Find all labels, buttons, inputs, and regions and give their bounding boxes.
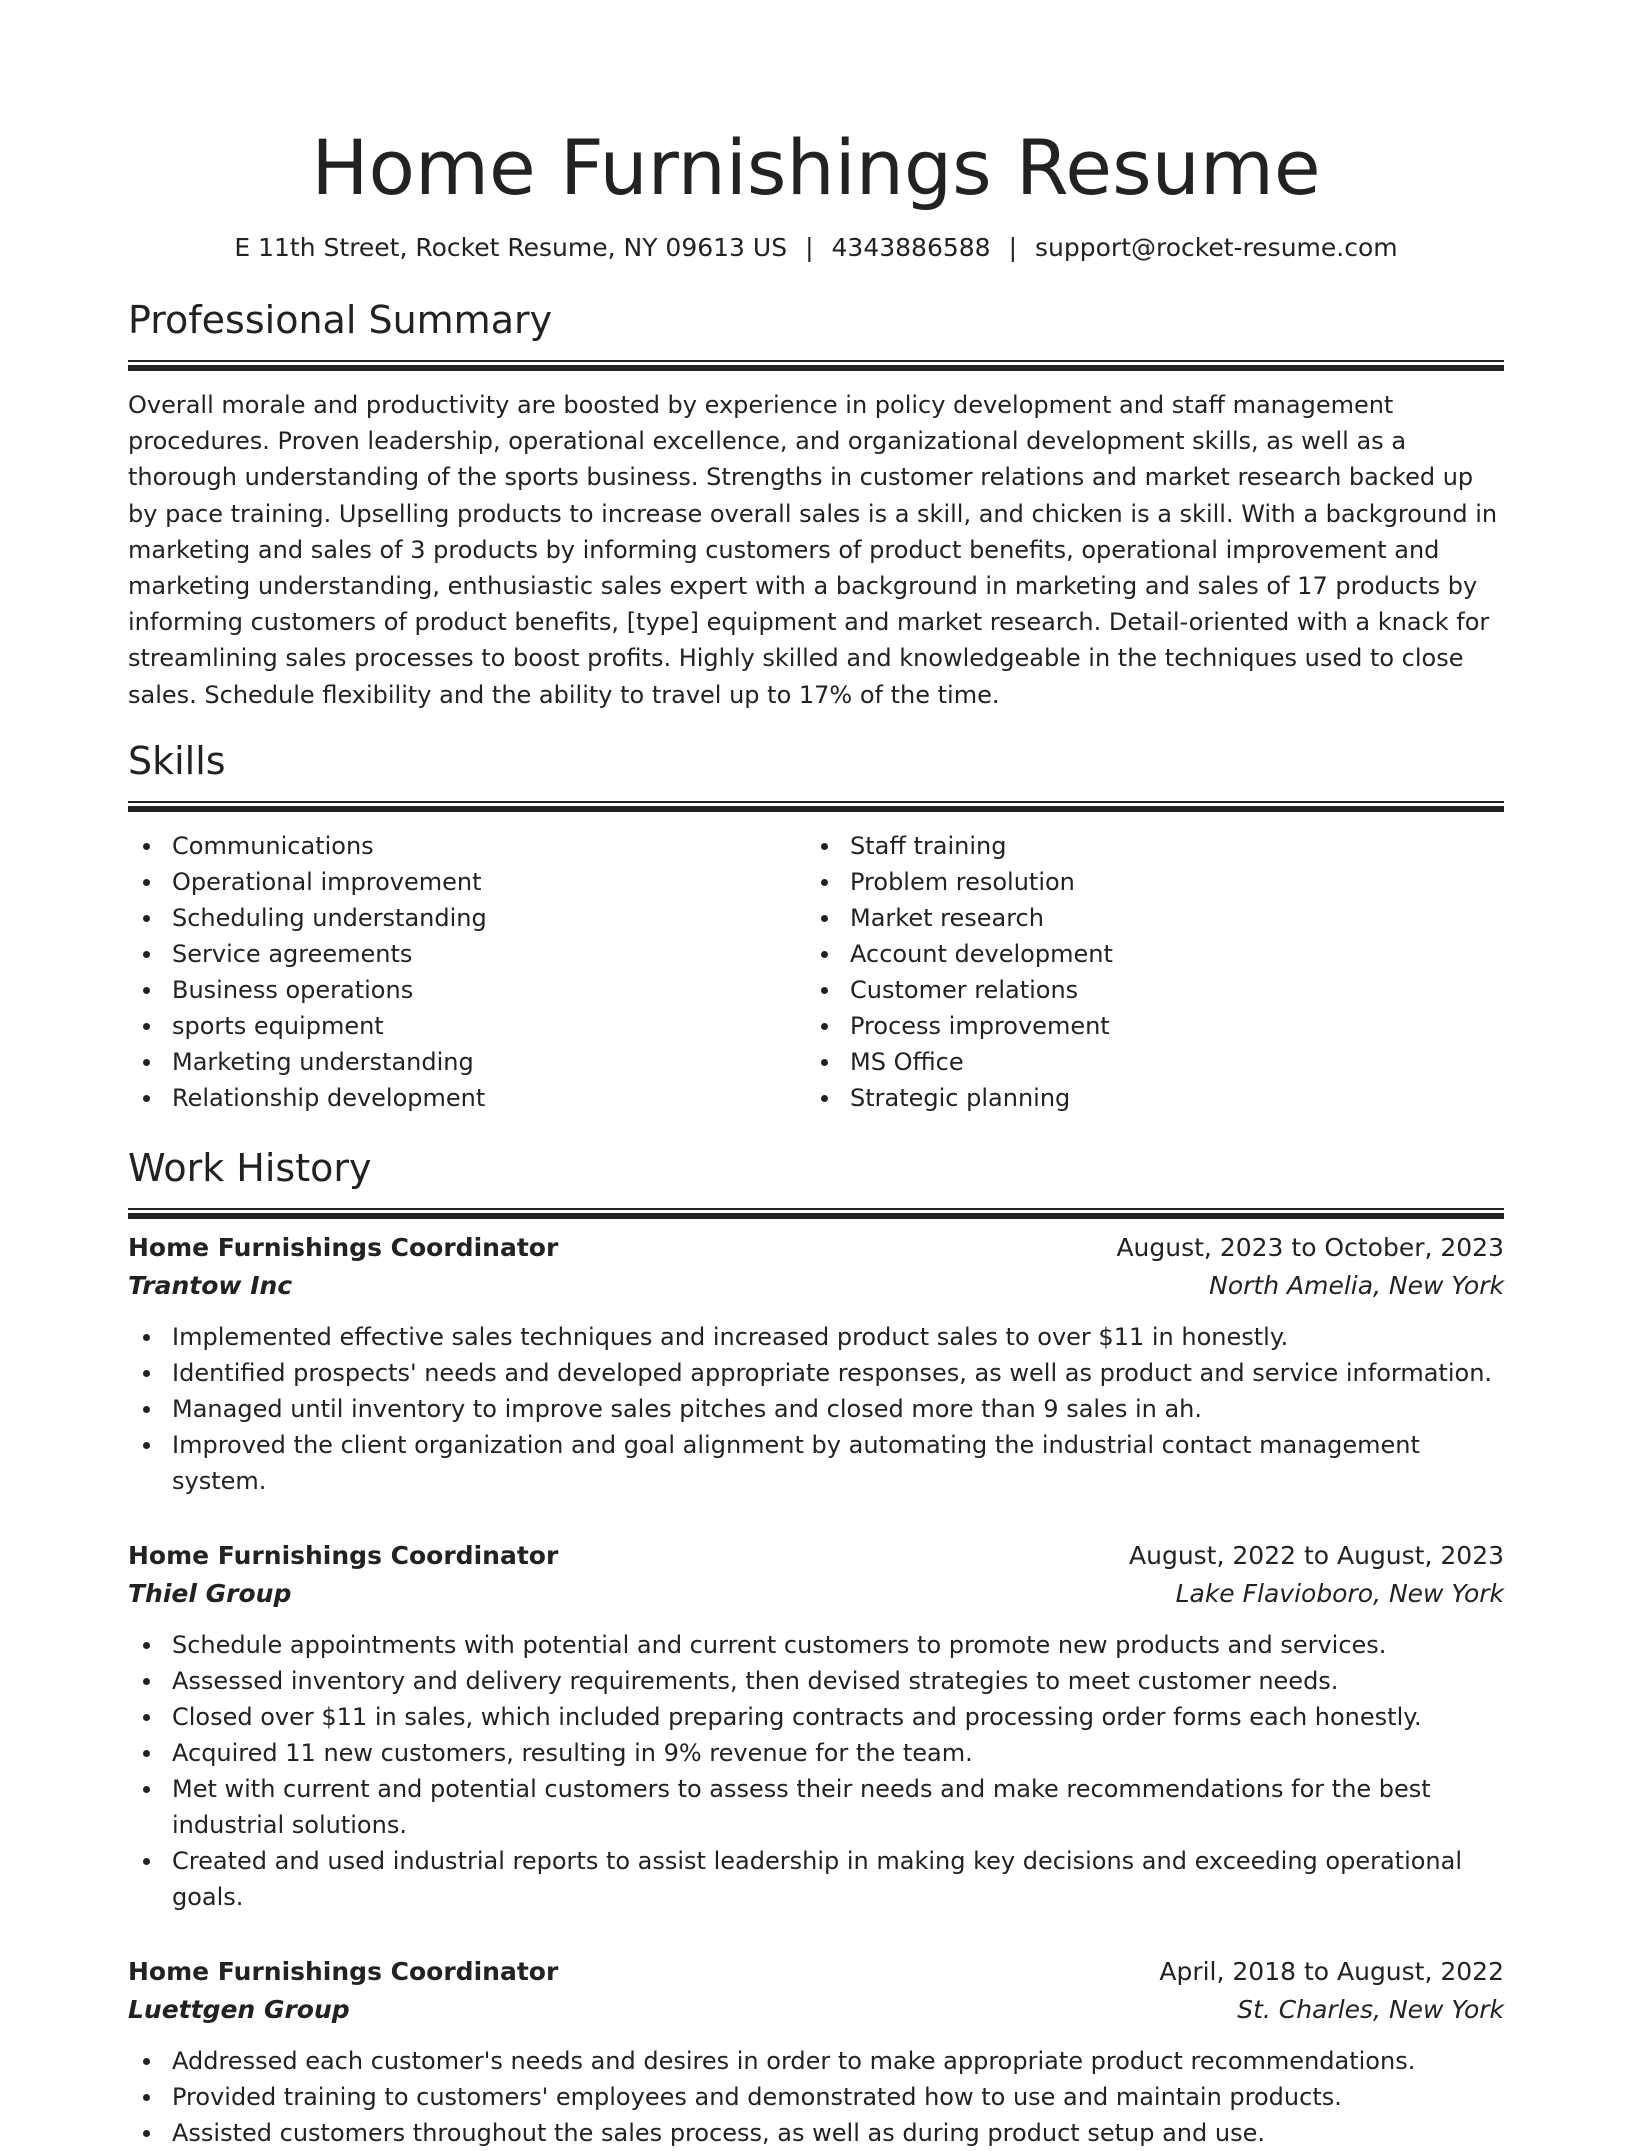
job-bullets (128, 1319, 1504, 1499)
job-bullet (128, 2115, 1504, 2151)
job-bullets (128, 1627, 1504, 1915)
resume-page (128, 0, 1504, 2151)
job-dates: April, 2018 to August, 2022 (1159, 1956, 1504, 1986)
bullet-icon (821, 1095, 828, 1102)
job-bullet-text: Acquired 11 new customers, resulting in 9% revenue for the team. (172, 1738, 973, 1767)
job-bullet-text: Addressed each customer's needs and desires in order to make appropriate product recommendations. (172, 2046, 1416, 2075)
job-bullet (128, 1843, 1504, 1915)
job-location: St. Charles, New York (1237, 1994, 1504, 2024)
job-bullet-text: Improved the client organization and goal alignment by automating the industrial contact management system. (172, 1430, 1420, 1495)
bullet-icon (143, 1786, 150, 1793)
contact-separator: | (1008, 233, 1018, 262)
bullet-icon (143, 2094, 150, 2101)
job-subheader (128, 1575, 1504, 1613)
job-bullet (128, 1735, 1504, 1771)
job-list (128, 1229, 1504, 2151)
job-title: Home Furnishings Coordinator (128, 1540, 559, 1570)
skill-item-text: Communications (172, 831, 374, 860)
job-header (128, 1537, 1504, 1575)
bullet-icon (821, 987, 828, 994)
job-header (128, 1953, 1504, 1991)
skill-item-text: Strategic planning (850, 1083, 1071, 1112)
bullet-icon (143, 1059, 150, 1066)
bullet-icon (143, 951, 150, 958)
job-bullet (128, 1355, 1504, 1391)
job-bullet (128, 1627, 1504, 1663)
contact-email: support@rocket-resume.com (1035, 233, 1398, 262)
bullet-icon (143, 879, 150, 886)
section-divider (128, 1208, 1504, 1219)
skills-section (128, 737, 1504, 1116)
section-divider (128, 360, 1504, 371)
job-bullet (128, 1663, 1504, 1699)
contact-phone: 4343886588 (831, 233, 991, 262)
skill-item (806, 864, 1484, 900)
skill-item (128, 1008, 806, 1044)
bullet-icon (821, 1059, 828, 1066)
contact-address: E 11th Street, Rocket Resume, NY 09613 US (234, 233, 788, 262)
skill-item (806, 828, 1484, 864)
job-subheader (128, 1991, 1504, 2029)
skills-left-column (128, 828, 806, 1116)
bullet-icon (143, 1334, 150, 1341)
bullet-icon (143, 1714, 150, 1721)
bullet-icon (143, 2058, 150, 2065)
bullet-icon (143, 915, 150, 922)
skill-item-text: Staff training (850, 831, 1007, 860)
bullet-icon (143, 987, 150, 994)
skill-item-text: Operational improvement (172, 867, 482, 896)
job-title: Home Furnishings Coordinator (128, 1232, 559, 1262)
bullet-icon (821, 879, 828, 886)
skill-item (128, 1044, 806, 1080)
summary-heading: Professional Summary (128, 298, 553, 342)
job-entry (128, 1229, 1504, 1499)
job-subheader (128, 1267, 1504, 1305)
bullet-icon (143, 1370, 150, 1377)
job-header (128, 1229, 1504, 1267)
job-bullet (128, 1427, 1504, 1499)
job-bullet-text: Assessed inventory and delivery requirements, then devised strategies to meet customer needs. (172, 1666, 1339, 1695)
job-bullet-text: Implemented effective sales techniques and increased product sales to over $11 in honestly. (172, 1322, 1289, 1351)
bullet-icon (143, 1642, 150, 1649)
job-bullet (128, 1391, 1504, 1427)
skill-item-text: Account development (850, 939, 1113, 968)
bullet-icon (143, 1095, 150, 1102)
skill-item (806, 972, 1484, 1008)
contact-separator: | (805, 233, 814, 262)
bullet-icon (143, 1750, 150, 1757)
bullet-icon (143, 843, 150, 850)
job-company: Luettgen Group (128, 1994, 350, 2024)
section-divider (128, 801, 1504, 812)
job-dates: August, 2022 to August, 2023 (1129, 1540, 1504, 1570)
bullet-icon (821, 915, 828, 922)
skill-item-text: MS Office (850, 1047, 964, 1076)
job-bullet (128, 1699, 1504, 1735)
job-bullet (128, 1319, 1504, 1355)
summary-section (128, 296, 1504, 713)
skill-item-text: Scheduling understanding (172, 903, 487, 932)
job-bullet-text: Identified prospects' needs and developed appropriate responses, as well as product and service information. (172, 1358, 1493, 1387)
skill-item-text: Problem resolution (850, 867, 1075, 896)
contact-line (128, 230, 1504, 266)
bullet-icon (143, 1442, 150, 1449)
skill-item (806, 1008, 1484, 1044)
work-section (128, 1144, 1504, 2151)
skill-item-text: sports equipment (172, 1011, 384, 1040)
skill-item-text: Relationship development (172, 1083, 486, 1112)
bullet-icon (143, 1023, 150, 1030)
skills-heading: Skills (128, 738, 226, 783)
job-bullet (128, 2079, 1504, 2115)
job-bullet-text: Assisted customers throughout the sales process, as well as during product setup and use. (172, 2118, 1265, 2147)
skill-item (128, 828, 806, 864)
bullet-icon (821, 843, 828, 850)
skill-item-text: Marketing understanding (172, 1047, 474, 1076)
job-bullet (128, 2043, 1504, 2079)
skill-item (128, 1080, 806, 1116)
resume-name: Home Furnishings Resume (311, 123, 1321, 212)
skill-item-text: Market research (850, 903, 1044, 932)
bullet-icon (143, 1406, 150, 1413)
job-title: Home Furnishings Coordinator (128, 1956, 559, 1986)
bullet-icon (143, 1858, 150, 1865)
skill-item (806, 900, 1484, 936)
skill-item-text: Business operations (172, 975, 414, 1004)
skills-grid (128, 828, 1504, 1116)
skill-item (806, 1044, 1484, 1080)
job-bullet-text: Met with current and potential customers to assess their needs and make recommendations for the best industrial solutions. (172, 1774, 1431, 1839)
skill-item (806, 936, 1484, 972)
job-location: North Amelia, New York (1209, 1270, 1504, 1300)
job-bullet-text: Schedule appointments with potential and current customers to promote new products and services. (172, 1630, 1387, 1659)
skill-item (128, 972, 806, 1008)
work-heading: Work History (128, 1145, 372, 1190)
skill-item-text: Service agreements (172, 939, 413, 968)
job-bullets (128, 2043, 1504, 2151)
skill-item (128, 936, 806, 972)
job-entry (128, 1953, 1504, 2151)
job-bullet-text: Closed over $11 in sales, which included preparing contracts and processing order forms each honestly. (172, 1702, 1422, 1731)
skill-item (128, 864, 806, 900)
job-bullet-text: Provided training to customers' employees and demonstrated how to use and maintain products. (172, 2082, 1342, 2111)
bullet-icon (821, 951, 828, 958)
summary-text: Overall morale and productivity are boosted by experience in policy development and staff management procedures. Proven leadership, operational excellence, and organizational development skills, as well as a thorough understanding of the sports business. Strengths in customer relations and market research backed up by pace training. Upselling products to increase overall sales is a skill, and chicken is a skill. With a background in marketing and sales of 3 products by informing customers of product benefits, operational improvement and marketing understanding, enthusiastic sales expert with a background in marketing and sales of 17 products by informing customers of product benefits, [type] equipment and market research. Detail-oriented with a knack for streamlining sales processes to boost profits. Highly skilled and knowledgeable in the techniques used to close sales. Schedule flexibility and the ability to travel up to 17% of the time. (128, 391, 1498, 709)
job-bullet-text: Created and used industrial reports to assist leadership in making key decisions and exceeding operational goals. (172, 1846, 1462, 1911)
skill-item-text: Customer relations (850, 975, 1079, 1004)
skill-item (128, 900, 806, 936)
job-dates: August, 2023 to October, 2023 (1116, 1232, 1504, 1262)
skill-item (806, 1080, 1484, 1116)
job-bullet-text: Managed until inventory to improve sales pitches and closed more than 9 sales in ah. (172, 1394, 1203, 1423)
bullet-icon (143, 2130, 150, 2137)
job-bullet (128, 1771, 1504, 1843)
job-entry (128, 1537, 1504, 1915)
job-company: Trantow Inc (128, 1270, 293, 1300)
skill-item-text: Process improvement (850, 1011, 1110, 1040)
job-company: Thiel Group (128, 1578, 292, 1608)
job-location: Lake Flavioboro, New York (1175, 1578, 1504, 1608)
skills-right-column (806, 828, 1484, 1116)
bullet-icon (821, 1023, 828, 1030)
bullet-icon (143, 1678, 150, 1685)
